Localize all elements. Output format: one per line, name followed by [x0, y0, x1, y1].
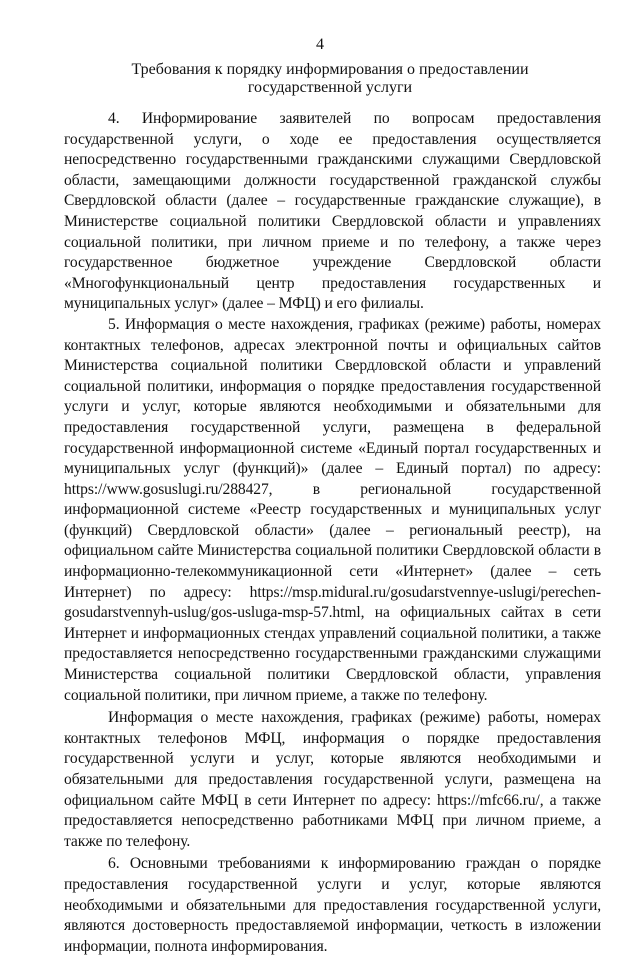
paragraph-4: 4. Информирование заявителей по вопросам предоставления государственной услуги, о ходе ее предоставления осуществляется непосредственно государственными гражданскими служащими Свердловской области, замещающими должности государственной гражданской службы Свердловской области (далее – государственные гражданские служащие), в Министерстве социальной политики Свердловской области и управлениях социальной политики, при личном приеме и по телефону, а также через государственное бюджетное учреждение Свердловской области «Многофункциональный центр предоставления государственных и муниципальных услуг» (далее – МФЦ) и его филиалы. [64, 110, 601, 313]
paragraph-5: 5. Информация о месте нахождения, графиках (режиме) работы, номерах контактных телефонов, адресах электронной почты и официальных сайтов Министерства социальной политики Свердловской области и управлений социальной политики, информация о порядке предоставления государственной услуги и услуг, которые являются необходимыми и обязательными для предоставления государственной услуги, размещена в федеральной государственной информационной системе «Единый портал государственных и муниципальных услуг (функций)» (далее – Единый портал) по адресу: https://www.gosuslugi.ru/288427, в региональной государственной информационной системе «Реестр государственных и муниципальных услуг (функций) Свердловской области» (далее – региональный реестр), на официальном сайте Министерства социальной политики Свердловской области в информационно-телекоммуникационной сети «Интернет» (далее – сеть Интернет) по адресу: https://msp.midural.ru/gosudarstvennye-uslugi/perechen-gosudarstvennyh-uslug/gos-usluga-msp-57.html, на официальных сайтах в сети Интернет и информационных стендах управлений социальной политики, а также предоставляется непосредственно государственными гражданскими служащими Министерства социальной политики Свердловской области, управления социальной политики, при личном приеме, а также по телефону. [64, 315, 601, 704]
paragraph-6: 6. Основными требованиями к информированию граждан о порядке предоставления государственной услуги и услуг, которые являются необходимыми и обязательными для предоставления государственной услуги, являются достоверность предоставляемой информации, четкость в изложении информации, полнота информирования. [64, 855, 601, 955]
paragraph-5-mfc: Информация о месте нахождения, графиках (режиме) работы, номерах контактных телефонов МФЦ, информация о порядке предоставления государственной услуги и услуг, которые являются необходимыми и обязательными для предоставления государственной услуги, размещена на официальном сайте МФЦ в сети Интернет по адресу: https://mfc66.ru/, а также предоставляется непосредственно работниками МФЦ при личном приеме, а также по телефону. [64, 709, 601, 850]
section-title: Требования к порядку информирования о предоставлении государственной услуги [131, 61, 529, 96]
document-body [64, 109, 601, 957]
page-number: 4 [316, 36, 324, 53]
